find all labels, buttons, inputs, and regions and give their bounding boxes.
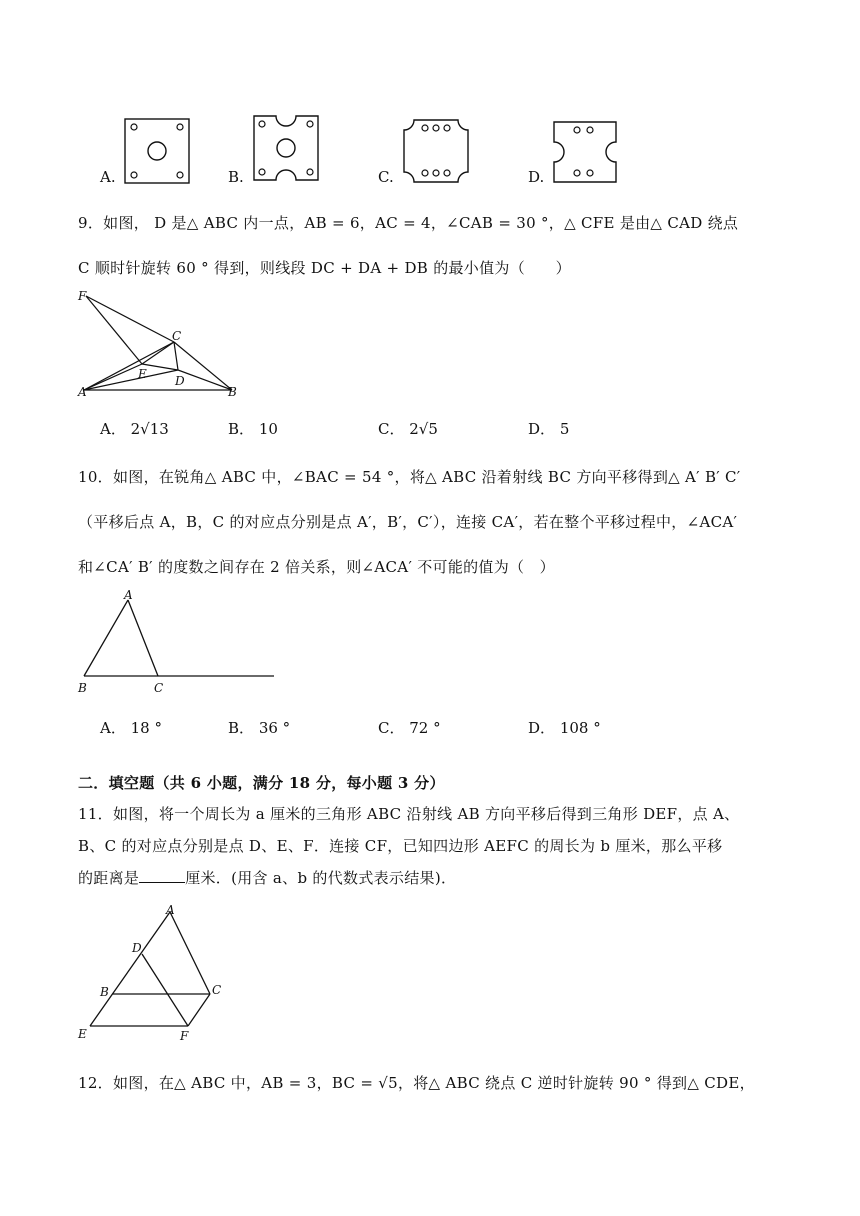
q10-text-line2: （平移后点 A，B，C 的对应点分别是点 A′，B′，C′），连接 CA′，若在整个平移过程中，∠ACA′: [78, 513, 738, 531]
q9-option-c-label: C．: [378, 420, 405, 438]
q11-label-d: D: [132, 941, 142, 955]
q9-label-f: F: [78, 289, 87, 303]
q10-label-a: A: [124, 588, 133, 602]
q10-option-c: [378, 717, 441, 738]
q10-option-d: [528, 717, 601, 738]
q11-line3-before: 的距离是: [78, 869, 140, 887]
q10-option-a-label: A．: [100, 719, 126, 737]
q9-figure: [74, 286, 244, 398]
q9-label-c: C: [172, 329, 182, 343]
q9-option-c-value: 2√5: [409, 420, 438, 438]
q8-option-b-figure: [252, 114, 320, 182]
q10-option-c-label: C．: [378, 719, 405, 737]
q10-option-c-value: 72 °: [409, 719, 441, 737]
q11-label-e: E: [78, 1027, 87, 1041]
q8-option-a-figure: [124, 118, 190, 184]
q9-text-line2: C 顺时针旋转 60 ° 得到，则线段 DC + DA + DB 的最小值为（ ）: [78, 259, 571, 277]
section-2-title: 二．填空题（共 6 小题，满分 18 分，每小题 3 分）: [78, 774, 445, 792]
q9-label-e: E: [138, 367, 147, 381]
q9-label-b: B: [228, 385, 237, 398]
q9-option-d-label: D．: [528, 420, 556, 438]
q10-option-d-label: D．: [528, 719, 556, 737]
q10-option-b-label: B．: [228, 719, 255, 737]
q9-option-a-value: 2√13: [130, 420, 169, 438]
q11-label-f: F: [180, 1029, 189, 1043]
q9-text-line1: 9．如图， D 是△ ABC 内一点，AB = 6，AC = 4，∠CAB = 30 °，△ CFE 是由△ CAD 绕点: [78, 214, 739, 232]
q11-text-line2: B、C 的对应点分别是点 D、E、F．连接 CF，已知四边形 AEFC 的周长为 b 厘米，那么平移: [78, 837, 723, 855]
q9-option-a: [100, 418, 169, 439]
q8-option-b-label: B.: [228, 168, 244, 186]
q9-option-c: [378, 418, 438, 439]
q9-label-d: D: [175, 374, 185, 388]
q10-figure: [74, 586, 284, 698]
q8-option-c-label: C.: [378, 168, 394, 186]
q12-text-line1: 12．如图，在△ ABC 中，AB = 3，BC = √5，将△ ABC 绕点 C 逆时针旋转 90 ° 得到△ CDE，: [78, 1074, 755, 1092]
q8-option-a-label: A.: [100, 168, 116, 186]
q9-option-b-value: 10: [258, 420, 278, 438]
q11-text-line1: 11．如图，将一个周长为 a 厘米的三角形 ABC 沿射线 AB 方向平移后得到三角形 DEF，点 A、: [78, 805, 740, 823]
q9-option-d: [528, 418, 569, 439]
q10-option-a-value: 18 °: [130, 719, 162, 737]
q8-option-d-label: D.: [528, 168, 545, 186]
q11-label-c: C: [212, 983, 222, 997]
q10-option-b: [228, 717, 290, 738]
q10-option-a: [100, 717, 162, 738]
q10-option-d-value: 108 °: [559, 719, 601, 737]
q9-option-b: [228, 418, 278, 439]
q11-label-b: B: [100, 985, 109, 999]
q10-label-c: C: [154, 681, 164, 695]
q11-label-a: A: [166, 903, 175, 917]
q11-figure: [74, 900, 234, 1045]
q11-line3-after: 厘米．(用含 a、b 的代数式表示结果)．: [185, 869, 457, 887]
q11-text-line3: [78, 867, 456, 888]
q10-option-b-value: 36 °: [258, 719, 291, 737]
q10-label-b: B: [78, 681, 87, 695]
q8-option-c-figure: [402, 118, 470, 184]
q10-text-line3: 和∠CA′ B′ 的度数之间存在 2 倍关系，则∠ACA′ 不可能的值为（ ）: [78, 558, 555, 576]
q9-option-b-label: B．: [228, 420, 255, 438]
q9-label-a: A: [78, 385, 87, 398]
q11-answer-blank[interactable]: [139, 868, 185, 883]
q10-text-line1: 10．如图，在锐角△ ABC 中，∠BAC = 54 °，将△ ABC 沿着射线 BC 方向平移得到△ A′ B′ C′: [78, 468, 741, 486]
q8-option-d-figure: [552, 120, 618, 184]
q9-option-a-label: A．: [100, 420, 126, 438]
q9-option-d-value: 5: [559, 420, 570, 438]
